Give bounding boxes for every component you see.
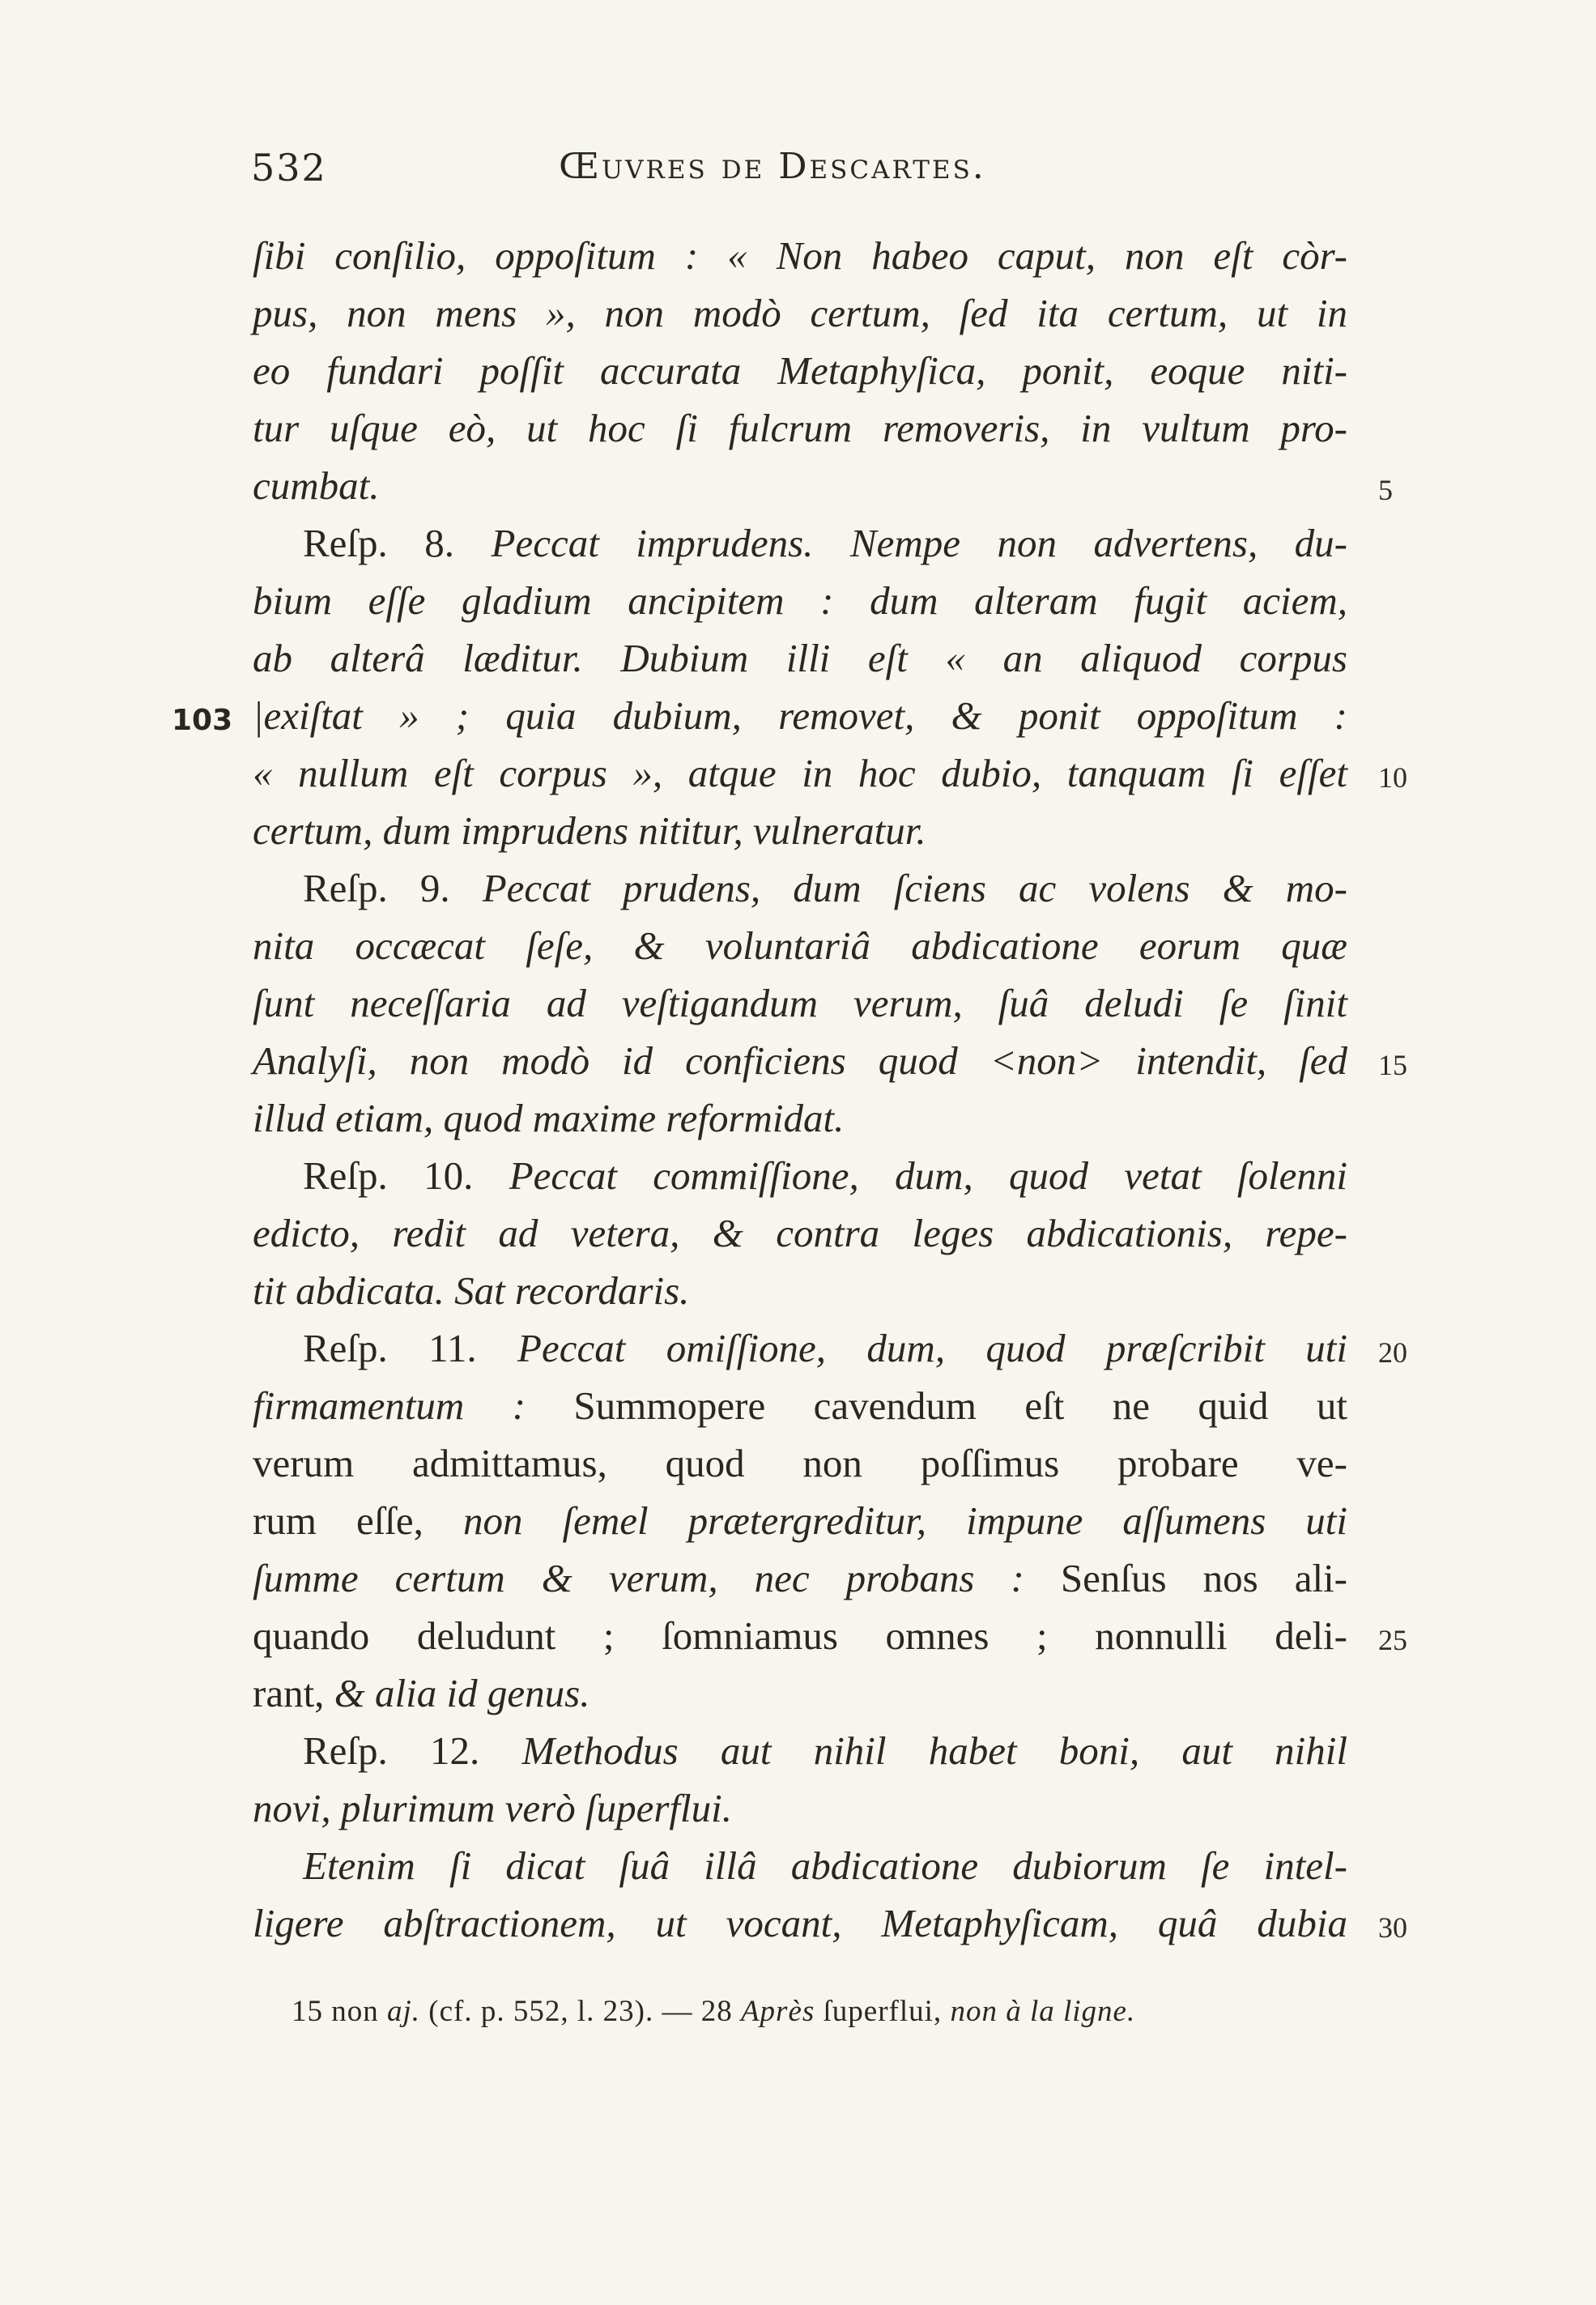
text-segment: « nullum eſt corpus », atque in hoc dubio, tanquam ſi eſſet [253, 751, 1347, 795]
text-segment: quando deludunt ; ſomniamus omnes ; nonnulli deli- [253, 1613, 1347, 1658]
text-line-content [253, 399, 1347, 457]
text-segment: rum eſſe, [253, 1498, 463, 1543]
text-line-content [253, 917, 1347, 974]
text-line [253, 572, 1347, 629]
text-line-content [253, 687, 1347, 744]
text-line [172, 687, 1347, 744]
text-segment: tit abdicata. Sat recordaris. [253, 1268, 690, 1313]
text-segment: Reſp. 10. [303, 1153, 509, 1198]
text-line [253, 1837, 1347, 1894]
text-line [253, 1722, 1347, 1779]
text-line [253, 514, 1347, 572]
text-segment: Reſp. 9. [303, 866, 483, 910]
text-line-content [303, 1319, 1347, 1377]
text-line-content [253, 1377, 1347, 1434]
line-number-margin: 30 [1378, 1911, 1407, 1944]
footnote-segment: 15 non [292, 1995, 387, 2028]
text-segment: & alia id genus. [334, 1671, 590, 1715]
text-line [253, 284, 1347, 342]
text-line [253, 1089, 1347, 1147]
footnote-segment: non à la ligne. [950, 1995, 1136, 2028]
text-line-content [303, 1837, 1347, 1894]
text-line-content [253, 284, 1347, 342]
text-segment: Reſp. 11. [303, 1326, 518, 1370]
text-segment: nita occæcat ſeſe, & voluntariâ abdicatione eorum quæ [253, 923, 1347, 968]
text-segment: Peccat imprudens. Nempe non advertens, du- [491, 521, 1347, 565]
text-line [253, 1319, 1407, 1377]
text-segment: Reſp. 8. [303, 521, 492, 565]
text-line-content [253, 1779, 732, 1837]
text-line-content [253, 629, 1347, 687]
text-line-content [253, 1664, 589, 1722]
text-line [253, 1664, 1347, 1722]
footnote-segment: ſuperflui, [815, 1995, 951, 2028]
original-page-reference: 103 [172, 704, 233, 737]
text-line [253, 1147, 1347, 1204]
text-segment: bium eſſe gladium ancipitem : dum alteram fugit aciem, [253, 578, 1347, 623]
text-segment: Etenim ſi dicat ſuâ illâ abdicatione dubiorum ſe intel- [303, 1843, 1347, 1888]
text-segment: novi, plurimum verò ſuperflui. [253, 1786, 733, 1830]
text-line-content [253, 1262, 689, 1319]
text-segment: Reſp. 12. [303, 1728, 522, 1773]
text-line-content [253, 1607, 1347, 1664]
text-line-content [253, 744, 1347, 802]
running-title: Œuvres de Descartes. [559, 146, 986, 187]
text-line-content [253, 1894, 1347, 1952]
text-line [253, 342, 1347, 399]
text-line [253, 1549, 1347, 1607]
line-number-margin: 10 [1378, 761, 1407, 794]
text-line [253, 1779, 1347, 1837]
line-number-margin: 25 [1378, 1624, 1407, 1656]
text-line [253, 1607, 1407, 1664]
text-line [253, 859, 1347, 917]
text-segment: tur uſque eò, ut hoc ſi fulcrum removeris, in vultum pro- [253, 406, 1347, 450]
text-segment: |exiſtat » ; quia dubium, removet, & ponit oppoſitum : [253, 693, 1347, 738]
text-line [253, 1032, 1407, 1089]
text-segment: eo fundari poſſit accurata Metaphyſica, ponit, eoque niti- [253, 348, 1347, 393]
text-line [253, 1492, 1347, 1549]
text-segment: Peccat commiſſione, dum, quod vetat ſolenni [509, 1153, 1347, 1198]
line-number-margin: 20 [1378, 1336, 1407, 1369]
footnote-segment: aj. [387, 1995, 421, 2028]
text-line-content [253, 1434, 1347, 1492]
text-line-content [303, 1147, 1347, 1204]
text-line [253, 457, 1393, 514]
footnote-segment: Après [740, 1995, 815, 2028]
text-segment: pus, non mens », non modò certum, ſed ita certum, ut in [253, 291, 1347, 335]
text-line-content [253, 342, 1347, 399]
text-line [253, 227, 1347, 284]
text-segment: ſunt neceſſaria ad veſtigandum verum, ſuâ deludi ſe ſinit [253, 981, 1347, 1025]
text-line-content [253, 227, 1347, 284]
text-segment: Summopere cavendum eſt ne quid ut [573, 1383, 1347, 1428]
text-line-content [253, 1492, 1347, 1549]
text-segment: verum admittamus, quod non poſſimus probare ve- [253, 1441, 1347, 1485]
text-segment: Peccat prudens, dum ſciens ac volens & mo- [482, 866, 1348, 910]
text-segment: Methodus aut nihil habet boni, aut nihil [521, 1728, 1347, 1773]
text-segment: edicto, redit ad vetera, & contra leges abdicationis, repe- [253, 1211, 1347, 1255]
text-segment: Peccat omiſſione, dum, quod præſcribit uti [517, 1326, 1347, 1370]
text-line-content [253, 1032, 1347, 1089]
text-line [253, 974, 1347, 1032]
text-line [253, 802, 1347, 859]
text-segment: non ſemel prætergreditur, impune aſſumens uti [462, 1498, 1348, 1543]
text-segment: firmamentum : [253, 1383, 574, 1428]
line-number-margin: 5 [1378, 474, 1393, 506]
text-segment: illud etiam, quod maxime reformidat. [253, 1096, 845, 1140]
text-segment: ſibi conſilio, oppoſitum : « Non habeo caput, non eſt còr- [253, 233, 1347, 278]
text-line-content [303, 1722, 1347, 1779]
footnote [292, 1994, 1352, 2029]
text-segment: certum, dum imprudens nititur, vulneratur. [253, 808, 926, 853]
text-line [253, 1204, 1347, 1262]
text-line [253, 1894, 1407, 1952]
body-text [172, 227, 1407, 1952]
page-number: 532 [251, 146, 327, 190]
line-number-margin: 15 [1378, 1049, 1407, 1081]
text-segment: Senſus nos ali- [1060, 1556, 1348, 1600]
text-line-content [253, 1549, 1347, 1607]
text-segment: ab alterâ læditur. Dubium illi eſt « an aliquod corpus [253, 636, 1347, 680]
text-segment: Analyſi, non modò id conficiens quod <non> intendit, ſed [253, 1038, 1347, 1083]
text-line [253, 629, 1347, 687]
text-segment: ligere abſtractionem, ut vocant, Metaphyſicam, quâ dubia [253, 1901, 1347, 1945]
text-line-content [253, 1204, 1347, 1262]
text-segment: ſumme certum & verum, nec probans : [253, 1556, 1061, 1600]
text-line-content [253, 457, 380, 514]
text-line-content [253, 974, 1347, 1032]
text-line [253, 1377, 1347, 1434]
page-header [251, 146, 1352, 202]
text-line [253, 744, 1407, 802]
text-line [253, 917, 1347, 974]
text-line-content [303, 859, 1347, 917]
text-line [253, 1434, 1347, 1492]
text-line-content [253, 802, 926, 859]
text-line-content [303, 514, 1347, 572]
text-line [253, 1262, 1347, 1319]
text-line [253, 399, 1347, 457]
text-segment: cumbat. [253, 463, 380, 508]
text-line-content [253, 572, 1347, 629]
text-line-content [253, 1089, 844, 1147]
footnote-segment: (cf. p. 552, l. 23). — 28 [420, 1995, 741, 2028]
text-segment: rant, [253, 1671, 334, 1715]
